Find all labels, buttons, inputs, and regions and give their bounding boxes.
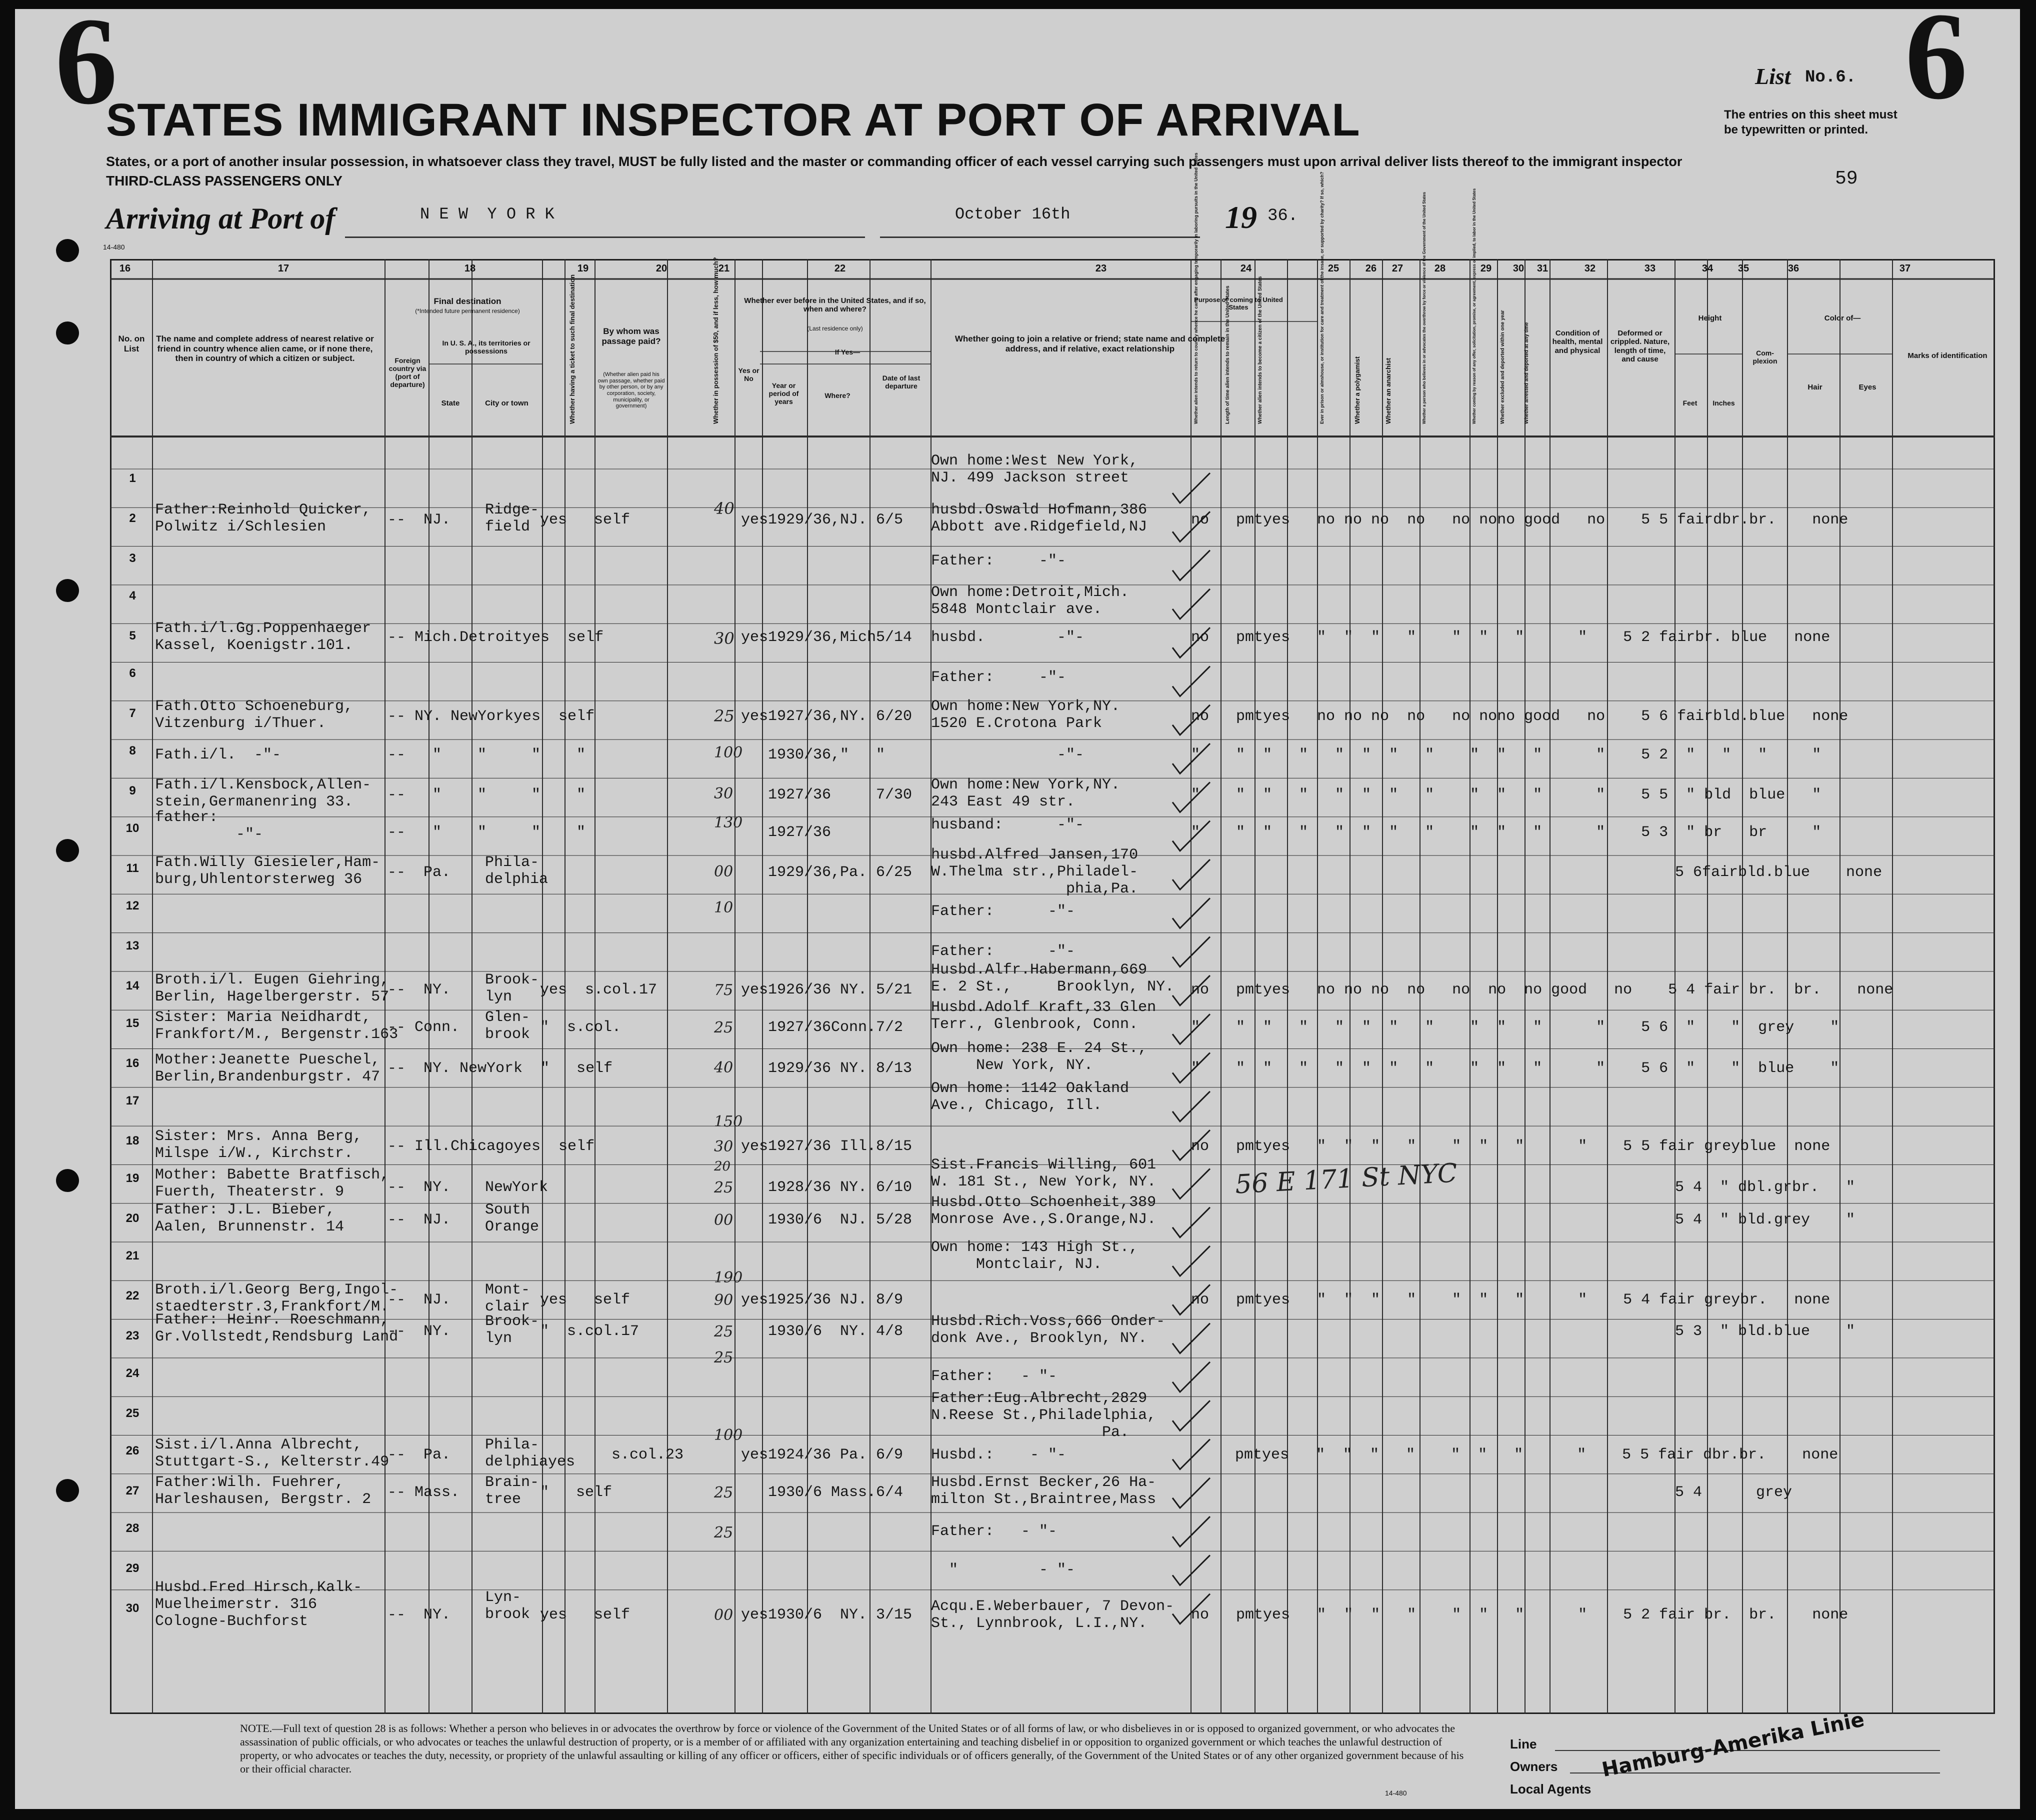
row-number: 21 <box>126 1249 140 1262</box>
inspection-entry: no pmtyes no no no no no nono good no 5 6 fairbld.blue none <box>1191 708 1848 725</box>
ticket-passage-entry: " s.col.17 <box>540 1323 640 1340</box>
header-final-destination-sub: (*Intended future permanent residence) <box>415 308 520 314</box>
join-entry: Sist.Francis Willing, 601 W. 181 St., New York, NY. <box>931 1156 1156 1190</box>
destination-entry: -- NY. <box>388 1323 451 1340</box>
column-number: 24 <box>1240 263 1252 274</box>
inspection-entry: 5 4 " bld.grey " <box>1675 1212 1856 1228</box>
sheet-number-left: 6 <box>55 0 118 130</box>
destination-entry: -- " " " " <box>388 746 586 764</box>
header-before-us-sub: (Last residence only) <box>807 325 863 332</box>
form-number: 14-480 <box>103 243 125 251</box>
row-number: 1 <box>129 472 136 485</box>
ticket-passage-entry: " s.col. <box>540 1019 622 1036</box>
before-us-entry: yes1929/36,NJ. 6/5 <box>741 512 904 528</box>
destination-entry: -- NY. NewYork " self <box>388 1060 613 1077</box>
money-handwritten: 130 <box>714 814 743 832</box>
money-handwritten: 75 <box>714 982 734 999</box>
money-handwritten: 30 <box>714 785 734 802</box>
list-label: List <box>1755 64 1791 89</box>
header-year-period: Year or period of years <box>768 382 799 406</box>
row-number: 23 <box>126 1329 140 1342</box>
relative-entry: father: -"- <box>155 809 264 843</box>
binder-hole <box>56 579 79 602</box>
join-entry: Own home:Detroit,Mich. 5848 Montclair ave. <box>931 584 1130 618</box>
column-number: 16 <box>119 263 131 274</box>
header-passage-sub: (Whether alien paid his own passage, whether paid by other person, or by any corporation, society, municipality, or government) <box>598 372 665 410</box>
relative-entry: Fath.Otto Schoeneburg, Vitzenburg i/Thuer. <box>155 698 354 732</box>
money-handwritten: 100 <box>714 744 743 762</box>
port-line <box>345 236 865 238</box>
date-line <box>880 236 1200 238</box>
header-final-destination: Final destination <box>434 296 502 306</box>
handwritten-address-note: 56 E 171 St NYC <box>1234 1158 1458 1200</box>
shipping-line-stamp: Hamburg-Amerika Linie <box>1600 1708 1866 1782</box>
destination-entry: -- NJ. <box>388 1212 451 1228</box>
row-number: 4 <box>129 589 136 602</box>
city-entry: Lyn- brook <box>485 1589 530 1623</box>
row-number: 9 <box>129 784 136 798</box>
row-number: 14 <box>126 979 140 992</box>
city-entry: NewYork <box>485 1179 548 1196</box>
ticket-passage-entry: s.col.23 <box>612 1446 684 1464</box>
row-number: 26 <box>126 1444 140 1458</box>
before-us-entry: 1930/6 NY. 4/8 <box>741 1323 904 1340</box>
row-number: 24 <box>126 1366 140 1380</box>
header-polygamist: Whether a polygamist <box>1354 356 1361 424</box>
column-number: 23 <box>1095 263 1107 274</box>
page-title: STATES IMMIGRANT INSPECTOR AT PORT OF ARRIVAL <box>106 94 1360 146</box>
footer-owners-label: Owners <box>1510 1759 1558 1774</box>
list-number: No.6. <box>1805 68 1856 87</box>
column-number: 36 <box>1788 263 1800 274</box>
city-entry: Phila- delphia <box>485 854 548 888</box>
row-number: 28 <box>126 1522 140 1535</box>
money-handwritten: 00 <box>714 1212 734 1229</box>
destination-entry: -- Conn. <box>388 1019 460 1036</box>
column-number: 33 <box>1644 263 1656 274</box>
join-entry: Own home:New York,NY. 1520 E.Crotona Park <box>931 698 1120 732</box>
footnote-q28: NOTE.—Full text of question 28 is as follows: Whether a person who believes in or advocates the overthrow by force or violence of the Government of the United States or of all forms of law, or who disbelieves in or is opposed to organized government, or who advocates the assassination of public officials, or who advocates or teaches the unlawful destruction of property, or is a member of or affiliated with any organization entertaining and teaching disbelief in or opposition to organized government or which teaches the unlawful destruction of property, or who advocates or teaches the duty, necessity, or propriety of the unlawful assaulting or killing of any officer or officers, either of specific individuals or of officers generally, of the Government of the United States or of any other organized government because of his or their official character. <box>240 1722 1464 1775</box>
relative-entry: Father: J.L. Bieber, Aalen, Brunnenstr. 14 <box>155 1202 344 1236</box>
destination-entry: -- Mass. <box>388 1484 460 1501</box>
join-entry: husband: -"- <box>931 816 1084 834</box>
before-us-entry: 1927/36 7/30 <box>741 786 912 804</box>
ticket-passage-entry: yes self <box>540 512 630 528</box>
money-handwritten: 25 <box>714 1484 734 1502</box>
inspection-entry: pmtyes " " " " " " " " 5 5 fair dbr.br. none <box>1235 1446 1838 1464</box>
join-entry: Own home:New York,NY. 243 East 49 str. <box>931 776 1120 810</box>
money-handwritten: 25 <box>714 1349 734 1366</box>
relative-entry: Fath.i/l.Gg.Poppenhaeger Kassel, Koenigstr.101. <box>155 620 372 654</box>
relative-entry: Broth.i/l. Eugen Giehring, Berlin, Hagelbergerstr. 57 <box>155 972 390 1006</box>
class-line: THIRD-CLASS PASSENGERS ONLY <box>106 173 342 188</box>
column-number: 21 <box>718 263 730 274</box>
row-number: 20 <box>126 1212 140 1225</box>
header-purpose-c: Whether alien intends to become a citizen of the United States <box>1258 276 1263 424</box>
before-us-entry: yes1924/36 Pa. 6/9 <box>741 1446 904 1464</box>
money-handwritten: 40 <box>714 1059 734 1076</box>
relative-entry: Fath.i/l. -"- <box>155 746 282 764</box>
inspection-entry: " " " " " " " " " " " " 5 2 " " " " <box>1191 746 1822 764</box>
header-foreign-country: Foreign country via (port of departure) <box>388 356 426 389</box>
money-handwritten: 10 <box>714 899 734 916</box>
header-purpose-a: Whether alien intends to return to country whence he came after engaging temporarily in laboring pursuits in the United States <box>1194 152 1198 424</box>
row-number: 25 <box>126 1406 140 1420</box>
header-city: City or town <box>485 399 528 408</box>
city-entry: Brook- lyn <box>485 972 540 1006</box>
join-entry: Own home: 1142 Oakland Ave., Chicago, Ill. <box>931 1080 1130 1114</box>
header-feet: Feet <box>1682 399 1698 407</box>
inspection-entry: " " " " " " " " " " " " 5 3 " br br " <box>1191 824 1822 841</box>
city-entry: Brain- tree <box>485 1474 540 1508</box>
join-entry: Father: -"- <box>931 552 1066 570</box>
money-handwritten: 25 <box>714 706 734 726</box>
relative-entry: Father: Heinr. Roeschmann, Gr.Vollstedt,Rendsburg Land <box>155 1312 398 1346</box>
inspection-entry: 5 4 " dbl.grbr. " <box>1675 1179 1856 1196</box>
join-entry: " - "- <box>931 1562 1076 1578</box>
header-purpose-b: Length of time alien intends to remain in the United States <box>1225 286 1230 424</box>
destination-entry: -- Ill.Chicagoyes self <box>388 1138 595 1155</box>
destination-entry: -- Mich.Detroityes self <box>388 629 604 646</box>
inspection-entry: 5 6fairbld.blue none <box>1675 864 1882 881</box>
binder-hole <box>56 239 79 262</box>
relative-entry: Father:Wilh. Fuehrer, Harleshausen, Bergstr. 2 <box>155 1474 372 1508</box>
manifest-sheet <box>15 0 2020 1809</box>
column-number: 35 <box>1738 263 1750 274</box>
before-us-entry: 1929/36,Pa. 6/25 <box>741 864 912 881</box>
before-us-entry: 1930/36," " <box>741 746 886 764</box>
destination-entry: -- " " " " <box>388 786 586 804</box>
header-hair: Hair <box>1808 383 1822 392</box>
column-number: 30 <box>1512 263 1524 274</box>
page-number: 59 <box>1835 168 1858 190</box>
money-handwritten: 25 <box>714 1524 734 1542</box>
form-number: 14-480 <box>1385 1789 1407 1797</box>
inspection-entry: no pmtyes no no no no no no no good no 5 4 fair br. br. none <box>1191 982 1894 998</box>
header-date-departure: Date of last departure <box>882 374 920 390</box>
money-handwritten: 20 <box>714 1159 731 1174</box>
typewritten-note: The entries on this sheet must <box>1724 108 1898 122</box>
city-entry: Phila- delphiayes <box>485 1436 576 1470</box>
join-entry: Husbd.Ernst Becker,26 Ha- milton St.,Braintree,Mass <box>931 1474 1156 1508</box>
header-deformed: Deformed or crippled. Nature, length of time, and cause <box>1610 329 1670 364</box>
header-prison: Ever in prison or almshouse, or institution for care and treatment of the insane, or supported by charity? If so, which? <box>1320 172 1324 424</box>
header-purpose: Purpose of coming to United States <box>1194 296 1283 311</box>
instruction-line: States, or a port of another insular possession, in whatsoever class they travel, MUST be fully listed and the master or commanding officer of each vessel carrying such passengers must upon arrival deliver lists thereof to the immigrant inspector <box>106 154 1682 169</box>
join-entry: Husbd.Otto Schoenheit,389 Monrose Ave.,S.Orange,NJ. <box>931 1194 1156 1228</box>
inspection-entry: no pmtyes " " " " " " " " 5 2 fair br. br. none <box>1191 1606 1848 1624</box>
before-us-entry: yes1926/36 NY. 5/21 <box>741 982 912 998</box>
header-if-yes: If Yes— <box>834 348 860 356</box>
join-entry: Acqu.E.Weberbauer, 7 Devon- St., Lynnbrook, L.I.,NY. <box>931 1598 1174 1632</box>
row-number: 10 <box>126 822 140 835</box>
column-number: 17 <box>278 263 290 274</box>
join-entry: Own home: 143 High St., Montclair, NJ. <box>931 1239 1138 1273</box>
destination-entry: -- NY. <box>388 1179 451 1196</box>
sheet-number-right: 6 <box>1905 0 1968 126</box>
destination-entry: -- NJ. <box>388 512 451 528</box>
relative-entry: Sister: Maria Neidhardt, Frankfort/M., Bergenstr.163 <box>155 1009 398 1043</box>
before-us-entry: yes1929/36,Mich5/14 <box>741 629 912 646</box>
join-entry: Father:Eug.Albrecht,2829 N.Reese St.,Philadelphia, Pa. <box>931 1390 1156 1441</box>
relative-entry: Sist.i/l.Anna Albrecht, Stuttgart-S., Kelterstr.49 <box>155 1436 390 1470</box>
header-state: State <box>441 399 460 408</box>
typewritten-note: be typewritten or printed. <box>1724 123 1868 136</box>
column-number: 32 <box>1584 263 1596 274</box>
join-entry: Husbd.Adolf Kraft,33 Glen Terr., Glenbrook, Conn. <box>931 999 1156 1033</box>
year-suffix: 36. <box>1268 206 1298 226</box>
money-handwritten: 30 <box>714 1138 734 1156</box>
inspection-entry: " " " " " " " " " " " " 5 6 " " grey " <box>1191 1019 1840 1036</box>
row-number: 18 <box>126 1134 140 1148</box>
destination-entry: -- NJ. <box>388 1292 451 1308</box>
before-us-entry: yes1927/36 Ill.8/15 <box>741 1138 912 1155</box>
join-entry: Husbd.Alfr.Habermann,669 E. 2 St., Brooklyn, NY. <box>931 962 1174 996</box>
before-us-entry: 1930/6 Mass.6/4 <box>741 1484 904 1501</box>
destination-entry: -- NY. NewYorkyes self <box>388 708 595 725</box>
join-entry: Father: -"- <box>931 669 1066 686</box>
header-q29: Whether coming by reason of any offer, solicitation, promise, or agreement, express or implied, to labor in the United States <box>1472 188 1476 424</box>
inspection-entry: " " " " " " " " " " " " 5 6 " " blue " <box>1191 1060 1840 1077</box>
before-us-entry: 1929/36 NY. 8/13 <box>741 1060 912 1077</box>
money-handwritten: 40 <box>714 499 734 518</box>
header-anarchist: Whether an anarchist <box>1384 358 1392 424</box>
row-number: 3 <box>129 552 136 565</box>
header-inches: Inches <box>1712 399 1735 407</box>
port-name: N E W Y O R K <box>420 205 554 224</box>
row-number: 22 <box>126 1289 140 1302</box>
destination-entry: -- NY. <box>388 1606 451 1624</box>
column-number: 28 <box>1434 263 1446 274</box>
city-entry: Glen- brook <box>485 1009 530 1043</box>
row-number: 16 <box>126 1056 140 1070</box>
before-us-entry: 1927/36 <box>741 824 832 841</box>
binder-hole <box>56 322 79 344</box>
binder-hole <box>56 1169 79 1192</box>
row-number: 19 <box>126 1172 140 1185</box>
column-number: 18 <box>464 263 476 274</box>
row-number: 2 <box>129 512 136 525</box>
row-number: 8 <box>129 744 136 758</box>
join-entry: Husbd.Rich.Voss,666 Onder- donk Ave., Brooklyn, NY. <box>931 1313 1166 1347</box>
column-number: 19 <box>577 263 589 274</box>
join-entry: Father: -"- <box>931 903 1076 920</box>
money-handwritten: 25 <box>714 1019 734 1036</box>
relative-entry: Fath.Willy Giesieler,Ham- burg,Uhlentorsterweg 36 <box>155 854 380 888</box>
column-number: 22 <box>834 263 846 274</box>
column-number: 25 <box>1328 263 1340 274</box>
destination-entry: -- NY. <box>388 982 451 998</box>
header-before-us: Whether ever before in the United States, and if so, when and where? <box>744 296 926 314</box>
join-entry: Father: -"- <box>931 943 1076 960</box>
column-number: 27 <box>1392 263 1404 274</box>
header-health: Condition of health, mental and physical <box>1552 329 1603 355</box>
destination-entry: -- Pa. <box>388 864 451 881</box>
column-number: 34 <box>1702 263 1714 274</box>
row-number: 12 <box>126 899 140 912</box>
row-number: 11 <box>126 862 139 875</box>
money-handwritten: 25 <box>714 1179 734 1196</box>
before-us-entry: yes1930/6 NY. 3/15 <box>741 1606 912 1624</box>
row-number: 30 <box>126 1602 140 1615</box>
join-entry: Father: - "- <box>931 1368 1058 1385</box>
join-entry: Own home: 238 E. 24 St., New York, NY. <box>931 1040 1148 1074</box>
relative-entry: Husbd.Fred Hirsch,Kalk- Muelheimerstr. 316 Cologne-Buchforst <box>155 1579 362 1630</box>
city-entry: Mont- clair <box>485 1282 530 1316</box>
header-money: Whether in possession of $50, and if less, how much? <box>712 257 720 424</box>
header-q30: Whether excluded and deported within one year <box>1500 310 1506 424</box>
column-number: 20 <box>656 263 668 274</box>
relative-entry: Mother: Babette Bratfisch, Fuerth, Theaterstr. 9 <box>155 1166 390 1200</box>
relative-entry: Mother:Jeanette Pueschel, Berlin,Brandenburgstr. 47 <box>155 1052 380 1086</box>
inspection-entry: 5 4 grey <box>1675 1484 1792 1501</box>
column-number: 29 <box>1480 263 1492 274</box>
money-handwritten: 190 <box>714 1269 743 1286</box>
row-number: 6 <box>129 666 136 680</box>
header-passage: By whom was passage paid? <box>602 326 661 346</box>
header-q28: Whether a person who believes in or advocates the overthrow by force or violence of the Government of the United States <box>1422 192 1426 424</box>
inspection-entry: 5 3 " bld.blue " <box>1675 1323 1856 1340</box>
header-no-on-list: No. on List <box>118 334 145 354</box>
row-number: 15 <box>126 1016 140 1030</box>
inspection-entry: no pmtyes " " " " " " " " 5 5 fair greyblue none <box>1191 1138 1830 1155</box>
destination-entry: -- Pa. <box>388 1446 451 1464</box>
before-us-entry: yes1927/36,NY. 6/20 <box>741 708 912 725</box>
header-marks: Marks of identification <box>1908 352 1988 360</box>
destination-entry: -- " " " " <box>388 824 586 841</box>
city-entry: South Orange <box>485 1202 540 1236</box>
join-entry: Husbd.: - "- <box>931 1446 1066 1464</box>
join-entry: husbd.Oswald Hofmann,386 Abbott ave.Ridgefield,NJ <box>931 502 1148 536</box>
relative-entry: Broth.i/l.Georg Berg,Ingol- staedterstr.3,Frankfort/M. <box>155 1282 398 1316</box>
row-number: 5 <box>129 629 136 642</box>
header-height: Height <box>1698 314 1722 322</box>
relative-entry: Fath.i/l.Kensbock,Allen- stein,Germanenring 33. <box>155 776 372 810</box>
row-number: 13 <box>126 939 140 952</box>
money-handwritten: 30 <box>714 629 734 648</box>
join-entry: Own home:West New York, NJ. 499 Jackson street <box>931 452 1138 486</box>
year-prefix: 19 <box>1225 200 1257 235</box>
header-joining: Whether going to join a relative or friend; state name and complete address, and if relative, exact relationship <box>954 334 1226 354</box>
ticket-passage-entry: " self <box>540 1484 612 1501</box>
money-handwritten: 100 <box>714 1426 743 1444</box>
column-number: 26 <box>1365 263 1377 274</box>
join-entry: Father: - "- <box>931 1523 1058 1540</box>
city-entry: Brook- lyn <box>485 1313 540 1347</box>
money-handwritten: 00 <box>714 863 734 880</box>
header-eyes: Eyes <box>1858 383 1876 392</box>
inspection-entry: no pmtyes no no no no no nono good no 5 5 fairdbr.br. none <box>1191 512 1848 528</box>
money-handwritten: 00 <box>714 1606 734 1624</box>
arrival-date: October 16th <box>955 205 1070 224</box>
header-yes-no: Yes or No <box>738 366 760 383</box>
footer-agents-label: Local Agents <box>1510 1782 1592 1796</box>
ticket-passage-entry: yes self <box>540 1606 630 1624</box>
before-us-entry: 1930/6 NJ. 5/28 <box>741 1212 912 1228</box>
ticket-passage-entry: yes s.col.17 <box>540 982 658 998</box>
header-q31: Whether arrested and deported at any time <box>1524 322 1530 424</box>
arriving-label: Arriving at Port of <box>106 202 336 235</box>
header-relative: The name and complete address of nearest relative or friend in country whence alien came, or if none there, then in country of which a citizen or subject. <box>156 334 374 364</box>
before-us-entry: 1927/36Conn.7/2 <box>741 1019 904 1036</box>
header-where: Where? <box>824 392 850 400</box>
join-entry: husbd.Alfred Jansen,170 W.Thelma str.,Philadel- phia,Pa. <box>931 846 1138 898</box>
row-number: 29 <box>126 1562 140 1575</box>
relative-entry: Sister: Mrs. Anna Berg, Milspe i/W., Kirchstr. <box>155 1128 362 1162</box>
column-number: 37 <box>1899 263 1911 274</box>
binder-hole <box>56 839 79 862</box>
row-number: 17 <box>126 1094 140 1108</box>
ticket-passage-entry: yes self <box>540 1292 630 1308</box>
money-handwritten: 25 <box>714 1323 734 1340</box>
inspection-entry: no pmtyes " " " " " " " " 5 2 fairbr. blue none <box>1191 629 1830 646</box>
inspection-entry: " " " " " " " " " " " " 5 5 " bld blue " <box>1191 786 1822 804</box>
before-us-entry: yes1925/36 NJ. 8/9 <box>741 1292 904 1308</box>
row-number: 7 <box>129 706 136 720</box>
join-entry: husbd. -"- <box>931 629 1084 646</box>
row-number: 27 <box>126 1484 140 1498</box>
join-entry: -"- <box>931 746 1084 764</box>
money-handwritten: 150 <box>714 1113 743 1130</box>
footer-line-label: Line <box>1510 1736 1537 1752</box>
relative-entry: Father:Reinhold Quicker, Polwitz i/Schlesien <box>155 502 372 536</box>
header-color-of: Color of— <box>1824 314 1861 322</box>
inspection-entry: no pmtyes " " " " " " " " 5 4 fair greybr. none <box>1191 1292 1830 1308</box>
city-entry: Ridge- field <box>485 502 540 536</box>
header-complexion: Com-plexion <box>1752 349 1778 366</box>
header-ticket: Whether having a ticket to such final destination <box>568 274 576 424</box>
before-us-entry: 1928/36 NY. 6/10 <box>741 1179 912 1196</box>
column-number: 31 <box>1536 263 1548 274</box>
header-in-us: In U. S. A., its territories or possessions <box>442 339 530 356</box>
binder-hole <box>56 1479 79 1502</box>
money-handwritten: 90 <box>714 1292 734 1309</box>
